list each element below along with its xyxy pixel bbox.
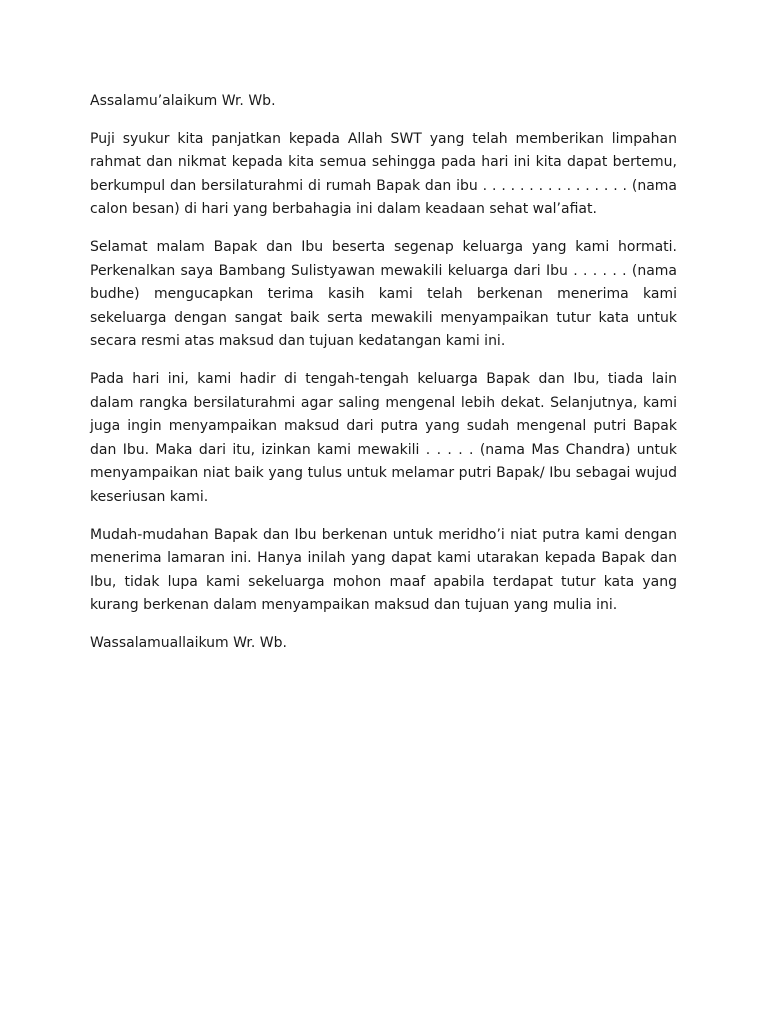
letter-body	[90, 90, 677, 669]
paragraph-gratitude: Puji syukur kita panjatkan kepada Allah SWT yang telah memberikan limpahan rahmat dan nikmat kepada kita semua sehingga pada hari ini kita dapat bertemu, berkumpul dan bersilaturahmi di rumah Bapak dan ibu . . . . . . . . . . . . . . . . (nama calon besan) di hari yang berbahagia ini dalam keadaan sehat wal’afiat.	[90, 130, 677, 218]
paragraph-introduction: Selamat malam Bapak dan Ibu beserta segenap keluarga yang kami hormati. Perkenalkan saya Bambang Sulistyawan mewakili keluarga dari Ibu . . . . . . (nama budhe) mengucapkan terima kasih kami telah berkenan menerima kami sekeluarga dengan sangat baik serta mewakili menyampaikan tutur kata untuk secara resmi atas maksud dan tujuan kedatangan kami ini.	[90, 238, 677, 350]
paragraph-hope: Mudah-mudahan Bapak dan Ibu berkenan untuk meridho’i niat putra kami dengan menerima lamaran ini. Hanya inilah yang dapat kami utarakan kepada Bapak dan Ibu, tidak lupa kami sekeluarga mohon maaf apabila terdapat tutur kata yang kurang berkenan dalam menyampaikan maksud dan tujuan yang mulia ini.	[90, 526, 677, 614]
closing-line: Wassalamuallaikum Wr. Wb.	[90, 634, 287, 651]
greeting-line: Assalamu’alaikum Wr. Wb.	[90, 93, 276, 109]
paragraph-purpose: Pada hari ini, kami hadir di tengah-tengah keluarga Bapak dan Ibu, tiada lain dalam rangka bersilaturahmi agar saling mengenal lebih dekat. Selanjutnya, kami juga ingin menyampaikan maksud dari putra yang sudah mengenal putri Bapak dan Ibu. Maka dari itu, izinkan kami mewakili . . . . . (nama Mas Chandra) untuk menyampaikan niat baik yang tulus untuk melamar putri Bapak/ Ibu sebagai wujud keseriusan kami.	[90, 370, 677, 505]
